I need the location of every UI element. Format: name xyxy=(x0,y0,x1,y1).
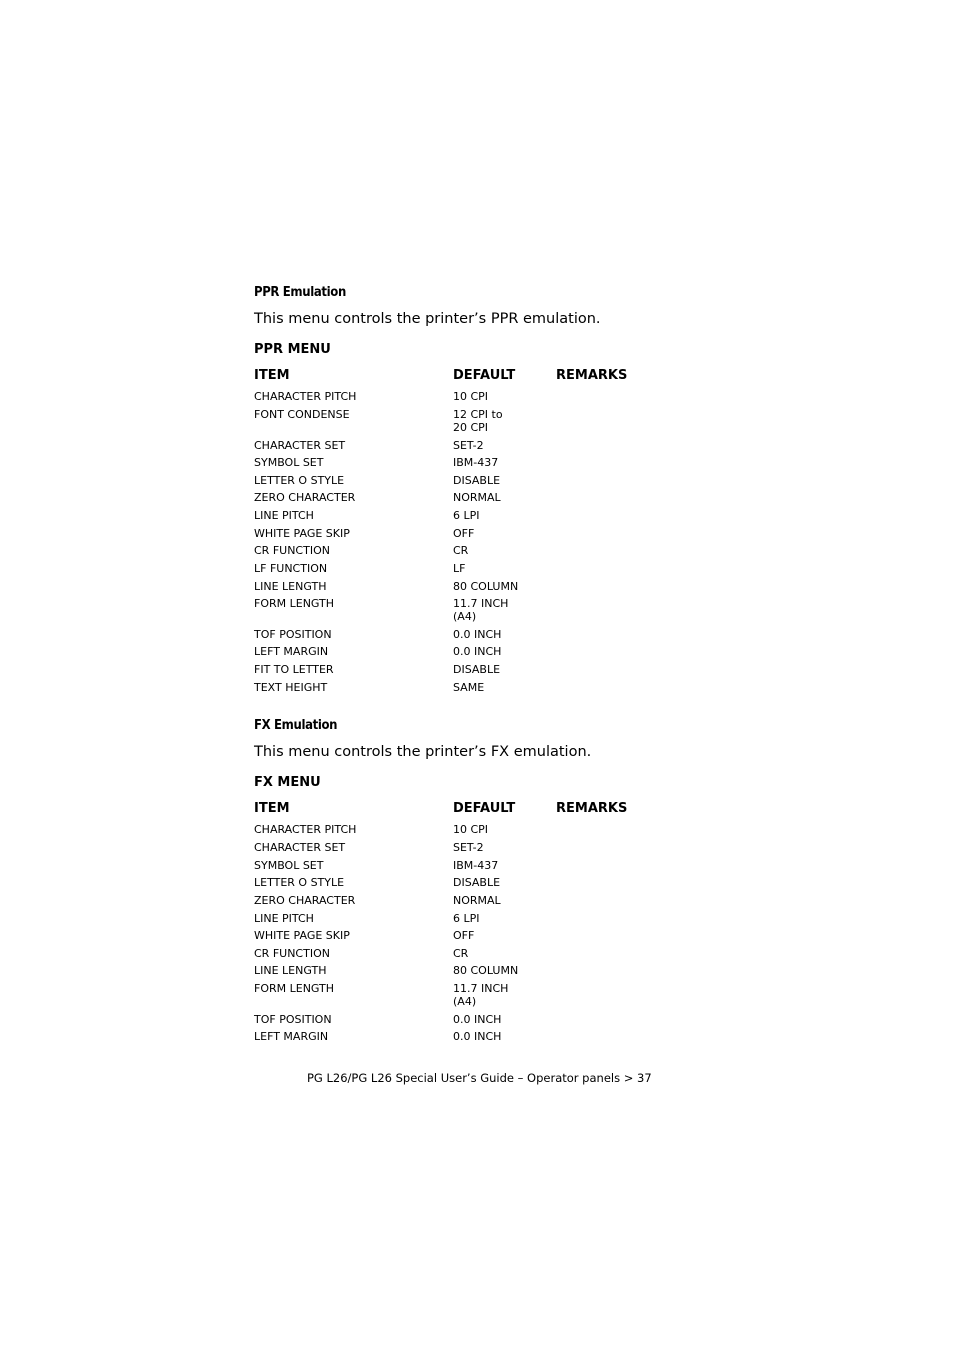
fx-row-default: SET-2 xyxy=(453,841,484,854)
fx-row-item: CR FUNCTION xyxy=(254,947,330,960)
ppr-row-default: DISABLE xyxy=(453,474,501,487)
fx-section-heading: FX Emulation xyxy=(254,718,338,733)
fx-row-default: 80 COLUMN xyxy=(453,964,519,977)
ppr-row-item: LF FUNCTION xyxy=(254,562,328,575)
ppr-row-default: 0.0 INCH xyxy=(453,645,502,658)
ppr-row-default: SAME xyxy=(453,681,485,694)
fx-menu-title: FX MENU xyxy=(254,775,321,790)
ppr-menu-title: PPR MENU xyxy=(254,342,331,357)
fx-intro-text: This menu controls the printer’s FX emulation. xyxy=(254,744,592,760)
fx-row-item: LEFT MARGIN xyxy=(254,1030,329,1043)
ppr-row-item: WHITE PAGE SKIP xyxy=(254,527,350,540)
fx-row-item: LINE PITCH xyxy=(254,912,314,925)
fx-row-default: NORMAL xyxy=(453,894,501,907)
ppr-row-item: LINE LENGTH xyxy=(254,580,327,593)
ppr-row-default: SET-2 xyxy=(453,439,484,452)
fx-row-default: CR xyxy=(453,947,469,960)
ppr-row-default: 6 LPI xyxy=(453,509,480,522)
ppr-row-default: 11.7 INCH (A4) xyxy=(453,597,509,623)
ppr-row-item: FORM LENGTH xyxy=(254,597,335,610)
ppr-row-default: DISABLE xyxy=(453,663,501,676)
ppr-section-heading: PPR Emulation xyxy=(254,285,346,300)
fx-column-header-default: DEFAULT xyxy=(453,801,516,816)
fx-row-default: 0.0 INCH xyxy=(453,1030,502,1043)
ppr-row-default: 0.0 INCH xyxy=(453,628,502,641)
fx-row-default: 0.0 INCH xyxy=(453,1013,502,1026)
fx-row-default: 6 LPI xyxy=(453,912,480,925)
fx-column-header-remarks: REMARKS xyxy=(556,801,628,816)
ppr-row-item: SYMBOL SET xyxy=(254,456,324,469)
ppr-row-item: CR FUNCTION xyxy=(254,544,330,557)
fx-row-item: TOF POSITION xyxy=(254,1013,332,1026)
ppr-row-item: LEFT MARGIN xyxy=(254,645,329,658)
ppr-row-default: 10 CPI xyxy=(453,390,489,403)
ppr-row-item: FIT TO LETTER xyxy=(254,663,334,676)
ppr-row-default: IBM-437 xyxy=(453,456,499,469)
fx-row-item: FORM LENGTH xyxy=(254,982,335,995)
ppr-column-header-remarks: REMARKS xyxy=(556,368,628,383)
fx-row-item: SYMBOL SET xyxy=(254,859,324,872)
ppr-column-header-default: DEFAULT xyxy=(453,368,516,383)
ppr-row-item: LINE PITCH xyxy=(254,509,314,522)
ppr-row-default: 80 COLUMN xyxy=(453,580,519,593)
fx-column-header-item: ITEM xyxy=(254,801,290,816)
fx-row-default: OFF xyxy=(453,929,475,942)
ppr-row-default: NORMAL xyxy=(453,491,501,504)
fx-row-item: CHARACTER SET xyxy=(254,841,346,854)
ppr-row-item: CHARACTER PITCH xyxy=(254,390,357,403)
fx-row-item: WHITE PAGE SKIP xyxy=(254,929,350,942)
ppr-row-item: FONT CONDENSE xyxy=(254,408,350,421)
ppr-row-default: OFF xyxy=(453,527,475,540)
ppr-row-default: CR xyxy=(453,544,469,557)
fx-row-item: LETTER O STYLE xyxy=(254,876,345,889)
fx-row-default: 11.7 INCH (A4) xyxy=(453,982,509,1008)
ppr-row-item: CHARACTER SET xyxy=(254,439,346,452)
fx-row-default: IBM-437 xyxy=(453,859,499,872)
ppr-row-item: TOF POSITION xyxy=(254,628,332,641)
fx-row-item: LINE LENGTH xyxy=(254,964,327,977)
ppr-intro-text: This menu controls the printer’s PPR emulation. xyxy=(254,311,601,327)
fx-row-default: DISABLE xyxy=(453,876,501,889)
fx-row-default: 10 CPI xyxy=(453,823,489,836)
ppr-row-item: TEXT HEIGHT xyxy=(254,681,328,694)
ppr-column-header-item: ITEM xyxy=(254,368,290,383)
ppr-row-default: 12 CPI to 20 CPI xyxy=(453,408,503,434)
ppr-row-item: LETTER O STYLE xyxy=(254,474,345,487)
ppr-row-default: LF xyxy=(453,562,466,575)
page-footer: PG L26/PG L26 Special User’s Guide – Operator panels > 37 xyxy=(307,1071,652,1085)
fx-row-item: ZERO CHARACTER xyxy=(254,894,356,907)
fx-row-item: CHARACTER PITCH xyxy=(254,823,357,836)
ppr-row-item: ZERO CHARACTER xyxy=(254,491,356,504)
